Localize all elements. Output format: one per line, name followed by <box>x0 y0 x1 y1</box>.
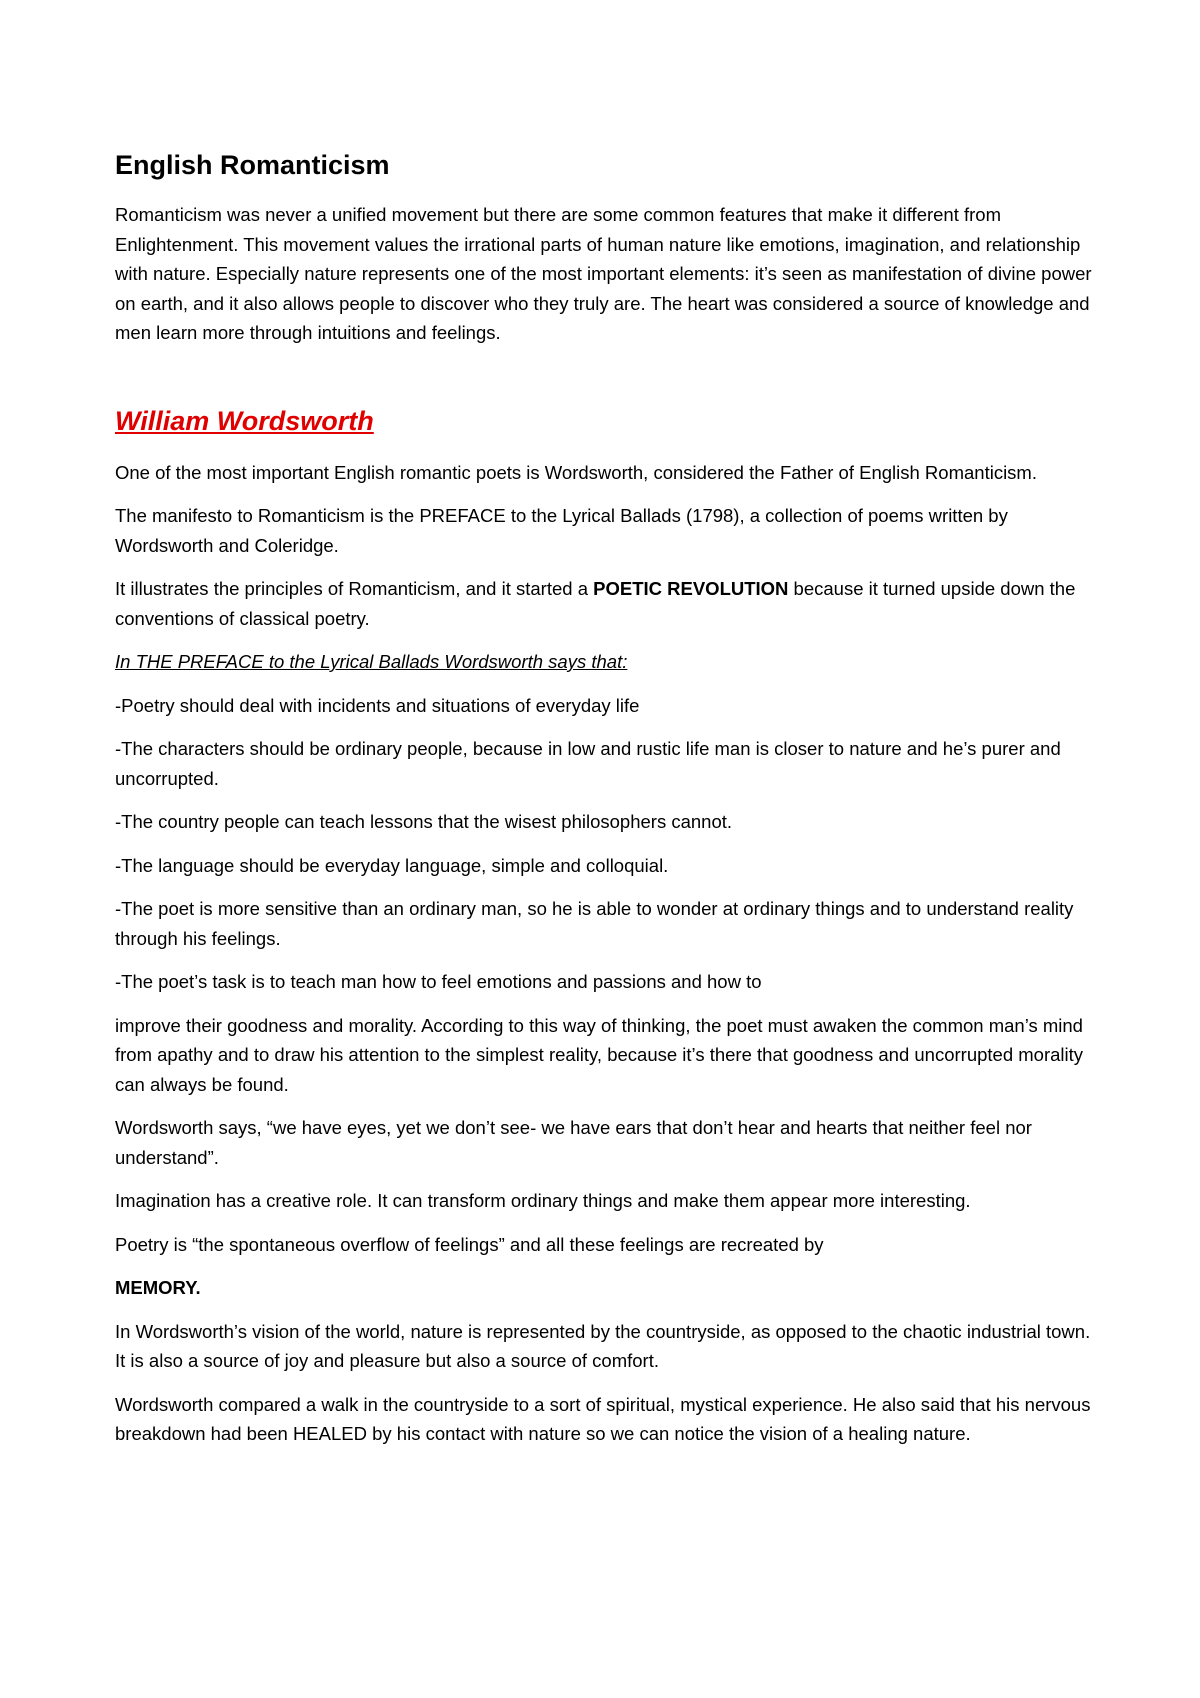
paragraph-3-end: because it turned upside down the conventions of classical poetry. <box>115 578 1076 629</box>
paragraph-3-start: It illustrates the principles of Romanticism, and it started a <box>115 578 594 599</box>
paragraph-5: Wordsworth says, “we have eyes, yet we don’t see- we have ears that don’t hear and hearts that neither feel nor understand”. <box>115 1117 1032 1168</box>
list-item: -Poetry should deal with incidents and situations of everyday life <box>115 694 640 716</box>
list-item: -The poet is more sensitive than an ordinary man, so he is able to wonder at ordinary things and to understand reality through his feelings. <box>115 898 1074 949</box>
paragraph-6: Imagination has a creative role. It can transform ordinary things and make them appear more interesting. <box>115 1190 971 1211</box>
list-item: -The poet’s task is to teach man how to feel emotions and passions and how to <box>115 971 762 992</box>
paragraph-4: improve their goodness and morality. According to this way of thinking, the poet must awaken the common man’s mind from apathy and to draw his attention to the simplest reality, because it’s there that goodness and uncorrupted morality can always be found. <box>115 1014 1084 1095</box>
section-heading: William Wordsworth <box>115 405 374 436</box>
intro-paragraph: Romanticism was never a unified movement but there are some common features that make it different from Enlightenment. This movement values the irrational parts of human nature like emotions, imagination, and relationship with nature. Especially nature represents one of the most important elements: it’s seen as manifestation of divine power on earth, and it also allows people to discover who they truly are. The heart was considered a source of knowledge and men learn more through intuitions and feelings. <box>115 204 1092 343</box>
list-item: -The country people can teach lessons that the wisest philosophers cannot. <box>115 811 733 832</box>
paragraph-7: Poetry is “the spontaneous overflow of feelings” and all these feelings are recreated by <box>115 1233 824 1255</box>
document-title: English Romanticism <box>115 150 390 180</box>
list-item: -The characters should be ordinary people, because in low and rustic life man is closer to nature and he’s purer and uncorrupted. <box>115 738 1061 789</box>
poetic-revolution-bold: POETIC REVOLUTION <box>593 578 789 599</box>
paragraph-8 <box>115 1273 1100 1303</box>
list-item: -The language should be everyday language, simple and colloquial. <box>115 854 669 876</box>
paragraph-1: One of the most important English romantic poets is Wordsworth, considered the Father of English Romanticism. <box>115 461 1037 483</box>
preface-intro: In THE PREFACE to the Lyrical Ballads Wordsworth says that: <box>115 651 628 672</box>
paragraph-10: Wordsworth compared a walk in the countryside to a sort of spiritual, mystical experience. He also said that his nervous breakdown had been HEALED by his contact with nature so we can notice the vision of a healing nature. <box>115 1393 1091 1444</box>
memory-bold: MEMORY. <box>115 1277 201 1298</box>
paragraph-2: The manifesto to Romanticism is the PREFACE to the Lyrical Ballads (1798), a collection of poems written by Wordsworth and Coleridge. <box>115 505 1008 556</box>
paragraph-9: In Wordsworth’s vision of the world, nature is represented by the countryside, as opposed to the chaotic industrial town. It is also a source of joy and pleasure but also a source of comfort. <box>115 1320 1091 1371</box>
paragraph-3 <box>115 574 1100 633</box>
